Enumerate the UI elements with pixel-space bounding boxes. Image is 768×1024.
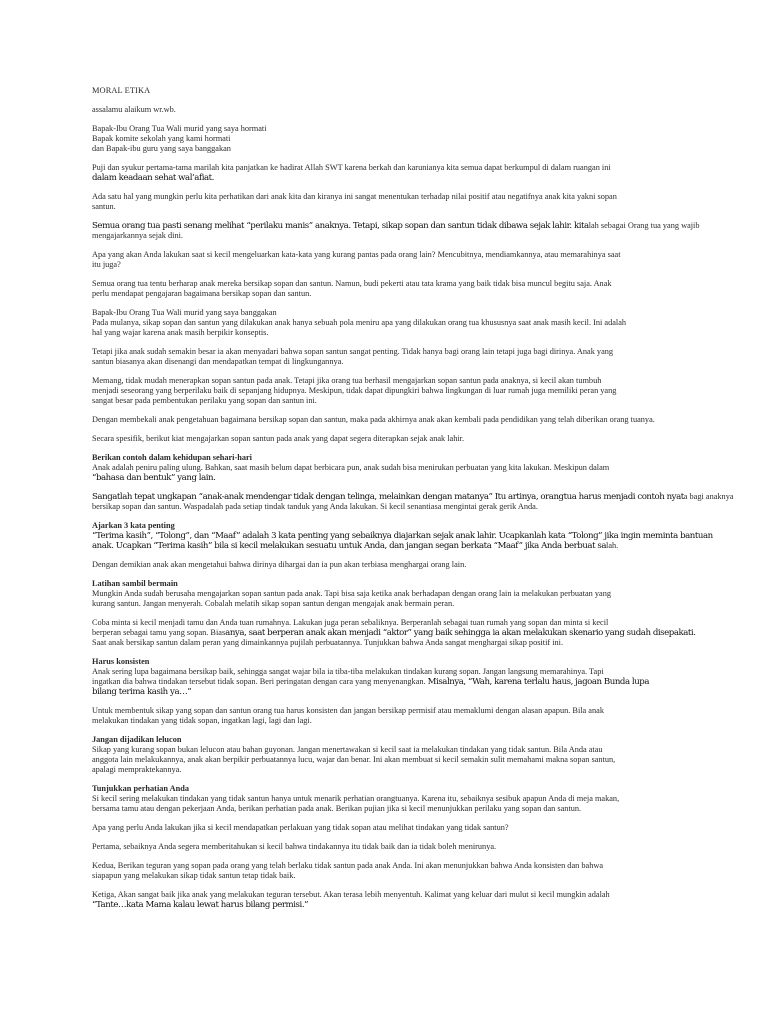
address-line: Bapak-Ibu Orang Tua Wali murid yang saya hormati [92, 124, 267, 133]
mixed-font-text: Semua orang tua pasti senang melihat “perilaku manis” anaknya. Tetapi, sikap sopan dan santun tidak dibawa sejak lahir. kita [92, 221, 589, 231]
paragraph-line: Semua orang tua tentu berharap anak mereka bersikap sopan dan santun. Namun, budi pekerti atau tata krama yang baik tidak bisa muncul begitu saja. Anak [92, 279, 612, 288]
paragraph-line: Sikap yang kurang sopan bukan lelucon atau bahan guyonan. Jangan menertawakan si kecil saat ia melakukan tindakan yang tidak santun. Bila Anda atau [92, 745, 603, 754]
greeting [92, 105, 676, 115]
mixed-font-text: Misalnya, “Wah, karena terlalu haus, jagoan Bunda lupa [427, 677, 650, 687]
paragraph-line: Kedua, Berikan teguran yang sopan pada orang yang telah berlaku tidak santun pada anak Anda. Ini akan menunjukkan bahwa Anda konsisten dan bahwa [92, 861, 604, 870]
paragraph-text: berperan sebagai tamu yang sopan. Bias [92, 628, 226, 637]
paragraph-line: itu juga? [92, 260, 121, 269]
paragraph-line: sangat besar pada pembentukan perilaku yang sopan dan santun ini. [92, 396, 317, 405]
paragraph-permisif [92, 706, 676, 726]
address-line: Bapak komite sekolah yang kami hormati [92, 134, 231, 143]
paragraph-kedua [92, 861, 676, 881]
paragraph-line: Anak adalah peniru paling ulung. Bahkan, saat masih belum dapat berbicara pun, anak sudah bisa menirukan perbuatan yang kita lakukan. Meskipun dalam [92, 463, 610, 472]
paragraph-apa-perlu [92, 823, 676, 833]
paragraph-line [92, 541, 676, 551]
paragraph-line: bersikap sopan dan santun. Waspadalah pada setiap tindak tanduk yang Anda lakukan. Si kecil senantiasa mengintai gerak gerik Anda. [92, 502, 538, 511]
paragraph-line: Puji dan syukur pertama-tama marilah kita panjatkan ke hadirat Allah SWT karena berkah dan karunianya kita semua dapat berkumpul di dalam ruangan ini [92, 163, 611, 172]
paragraph-line: hal yang wajar karena anak masih berpikir konseptis. [92, 328, 269, 337]
paragraph-line [92, 677, 676, 687]
paragraph-line [92, 221, 700, 231]
paragraph-budi-pekerti [92, 279, 676, 299]
paragraph-line: Ada satu hal yang mungkin perlu kita perhatikan dari anak kita dan kiranya ini sangat menentukan terhadap nilai positif atau negatifnya anak kita yakni sopan [92, 192, 617, 201]
paragraph-line: Anak sering lupa bagaimana bersikap baik, sehingga sangat wajar bila ia tiba-tiba melakukan tindakan kurang sopan. Jangan langsung memarahinya. Tapi [92, 667, 604, 676]
paragraph-ungkapan [92, 492, 734, 512]
paragraph-semakin-besar [92, 347, 676, 367]
paragraph-text: lah. [606, 541, 619, 550]
paragraph-pertama [92, 842, 676, 852]
section-heading: Jangan dijadikan lelucon [92, 735, 182, 744]
paragraph-pola-meniru [92, 308, 676, 338]
greeting-text: assalamu alaikum wr.wb. [92, 105, 176, 114]
paragraph-line: santun. [92, 202, 116, 211]
paragraph-line: mengajarkannya sejak dini. [92, 231, 184, 240]
paragraph-line: Dengan demikian anak akan mengetahui bahwa dirinya dihargai dan ia pun akan terbiasa menghargai orang lain. [92, 560, 467, 569]
paragraph-line: apalagi mempraktekannya. [92, 765, 182, 774]
mixed-font-text: Sangatlah tepat ungkapan “anak-anak mendengar tidak dengan telinga, melainkan dengan matanya” Itu artinya, orangtua harus menjadi contoh nyat [92, 492, 684, 502]
section-konsisten [92, 657, 676, 697]
paragraph-text: lah sebagai Orang tua yang wajib [588, 221, 700, 230]
paragraph-line: Coba minta si kecil menjadi tamu dan Anda tuan rumahnya. Lakukan juga peran sebaliknya. Berperanlah sebagai tuan rumah yang sopan dan minta si kecil [92, 618, 609, 627]
paragraph-ketiga [92, 890, 676, 910]
paragraph-line: siapapun yang melakukan sikap tidak santun tetap tidak baik. [92, 871, 296, 880]
paragraph-line: Pada mulanya, sikap sopan dan santun yang dilakukan anak hanya sebuah pola meniru apa yang dilakukan orang tua khususnya saat anak masih kecil. Ini adalah [92, 318, 627, 327]
paragraph-text: ingatkan dia bahwa tindakan tersebut tidak sopan. Beri peringatan dengan cara yang menyenangkan. [92, 677, 428, 686]
section-heading: Ajarkan 3 kata penting [92, 521, 175, 530]
paragraph-line: menjadi seseorang yang berperilaku baik di sepanjang hidupnya. Meskipun, tidak dapat dipungkiri bahwa lingkungan di luar rumah juga memiliki peran yang [92, 386, 617, 395]
section-heading: Berikan contoh dalam kehidupan sehari-hari [92, 453, 252, 462]
paragraph-puji-syukur [92, 163, 676, 183]
paragraph-line: Dengan membekali anak pengetahuan bagaimana bersikap sopan dan santun, maka pada akhirnya anak akan kembali pada pendidikan yang telah diberikan orang tuanya. [92, 415, 655, 424]
address-line: dan Bapak-ibu guru yang saya banggakan [92, 144, 231, 153]
paragraph-line: Apa yang akan Anda lakukan saat si kecil mengeluarkan kata-kata yang kurang pantas pada orang lain? Mencubitnya, mendiamkannya, atau memarahinya saat [92, 250, 621, 259]
section-bermain [92, 579, 676, 609]
section-heading: Harus konsisten [92, 657, 150, 666]
paragraph-line: kurang santun. Jangan menyerah. Cobalah melatih sikap sopan santun dengan mengajak anak bermain peran. [92, 599, 455, 608]
paragraph-line [92, 492, 734, 502]
paragraph-line: “Tante…kata Mama kalau lewat harus bilang permisi.” [92, 900, 309, 910]
paragraph-line: Si kecil sering melakukan tindakan yang tidak santun hanya untuk menarik perhatian orangtuanya. Karena itu, sebaiknya sesibuk apapun Anda di meja makan, [92, 794, 620, 803]
address-paragraph [92, 124, 676, 154]
paragraph-line: Saat anak bersikap santun dalam peran yang dimainkannya pujilah perbuatannya. Tunjukkan bahwa Anda sangat menghargai sikap positif ini. [92, 638, 564, 647]
mixed-font-text: anak. Ucapkan “Terima kasih” bila si kecil melakukan sesuatu untuk Anda, dan jangan segan berkata “Maaf” jika Anda berbuat sa [92, 541, 607, 551]
paragraph-line: perlu mendapat pengajaran bagaimana bersikap sopan dan santun. [92, 289, 312, 298]
paragraph-sopan-santun [92, 192, 676, 212]
paragraph-line: Apa yang perlu Anda lakukan jika si kecil mendapatkan perlakuan yang tidak sopan atau melihat tindakan yang tidak santun? [92, 823, 509, 832]
paragraph-line: Mungkin Anda sudah berusaha mengajarkan sopan santun pada anak. Tapi bisa saja ketika anak berhadapan dengan orang lain ia melakukan perbuatan yang [92, 589, 612, 598]
paragraph-line: Tetapi jika anak sudah semakin besar ia akan menyadari bahwa sopan santun sangat penting. Tidak hanya bagi orang lain tetapi juga bagi dirinya. Anak yang [92, 347, 614, 356]
paragraph-line: Secara spesifik, berikut kiat mengajarkan sopan santun pada anak yang dapat segera diterapkan sejak anak lahir. [92, 434, 465, 443]
section-contoh [92, 453, 676, 483]
paragraph-line: dalam keadaan sehat wal’afiat. [92, 173, 214, 183]
paragraph-line: santun biasanya akan disenangi dan mendapatkan tempat di lingkungannya. [92, 357, 344, 366]
paragraph-dihargai [92, 560, 676, 570]
paragraph-line: anggota lain melakukannya, anak akan berpikir perbuatannya lucu, wajar dan benar. Ini akan membuat si kecil semakin sulit memahami makna sopan santun, [92, 755, 616, 764]
paragraph-membekali [92, 415, 676, 425]
paragraph-line: bersama tamu atau dengan pekerjaan Anda, berikan perhatian pada anak. Berikan pujian jika si kecil menunjukkan perilaku yang sopan dan santun. [92, 804, 582, 813]
paragraph-perilaku-manis [92, 221, 700, 241]
paragraph-question [92, 250, 676, 270]
mixed-font-text: anya, saat berperan anak akan menjadi “aktor” yang baik sehingga ia akan melakukan skenario yang sudah disepakati. [225, 628, 696, 638]
paragraph-text: a bagi anaknya [683, 492, 734, 501]
paragraph-line: bilang terima kasih ya…” [92, 687, 192, 697]
section-heading: Latihan sambil bermain [92, 579, 178, 588]
paragraph-line: melakukan tindakan yang tidak sopan, ingatkan lagi, lagi dan lagi. [92, 716, 312, 725]
paragraph-line: Ketiga, Akan sangat baik jika anak yang melakukan teguran tersebut. Akan terasa lebih menyentuh. Kalimat yang keluar dari mulut si kecil mungkin adalah [92, 890, 610, 899]
paragraph-line: “bahasa dan bentuk” yang lain. [92, 473, 216, 483]
paragraph-line: Untuk membentuk sikap yang sopan dan santun orang tua harus konsisten dan jangan bersikap permisif atau memaklumi dengan alasan apapun. Bila anak [92, 706, 604, 715]
paragraph-line: “Terima kasih”, “Tolong”, dan “Maaf” adalah 3 kata penting yang sebaiknya diajarkan sejak anak lahir. Ucapkanlah kata “Tolong” jika ingin meminta bantuan [92, 531, 713, 541]
paragraph-kiat [92, 434, 676, 444]
document-title: MORAL ETIKA [92, 86, 151, 95]
paragraph-line [92, 628, 696, 638]
section-heading: Tunjukkan perhatian Anda [92, 784, 190, 793]
section-perhatian [92, 784, 676, 814]
section-tiga-kata [92, 521, 713, 551]
section-lelucon [92, 735, 676, 775]
paragraph-line: Bapak-Ibu Orang Tua Wali murid yang saya banggakan [92, 308, 277, 317]
paragraph-line: Memang, tidak mudah menerapkan sopan santun pada anak. Tetapi jika orang tua berhasil mengajarkan sopan santun pada anaknya, si kecil akan tumbuh [92, 376, 602, 385]
paragraph-bermain-peran [92, 618, 696, 648]
paragraph-line: Pertama, sebaiknya Anda segera memberitahukan si kecil bahwa tindakannya itu tidak baik dan ia tidak boleh menirunya. [92, 842, 497, 851]
paragraph-menerapkan [92, 376, 676, 406]
